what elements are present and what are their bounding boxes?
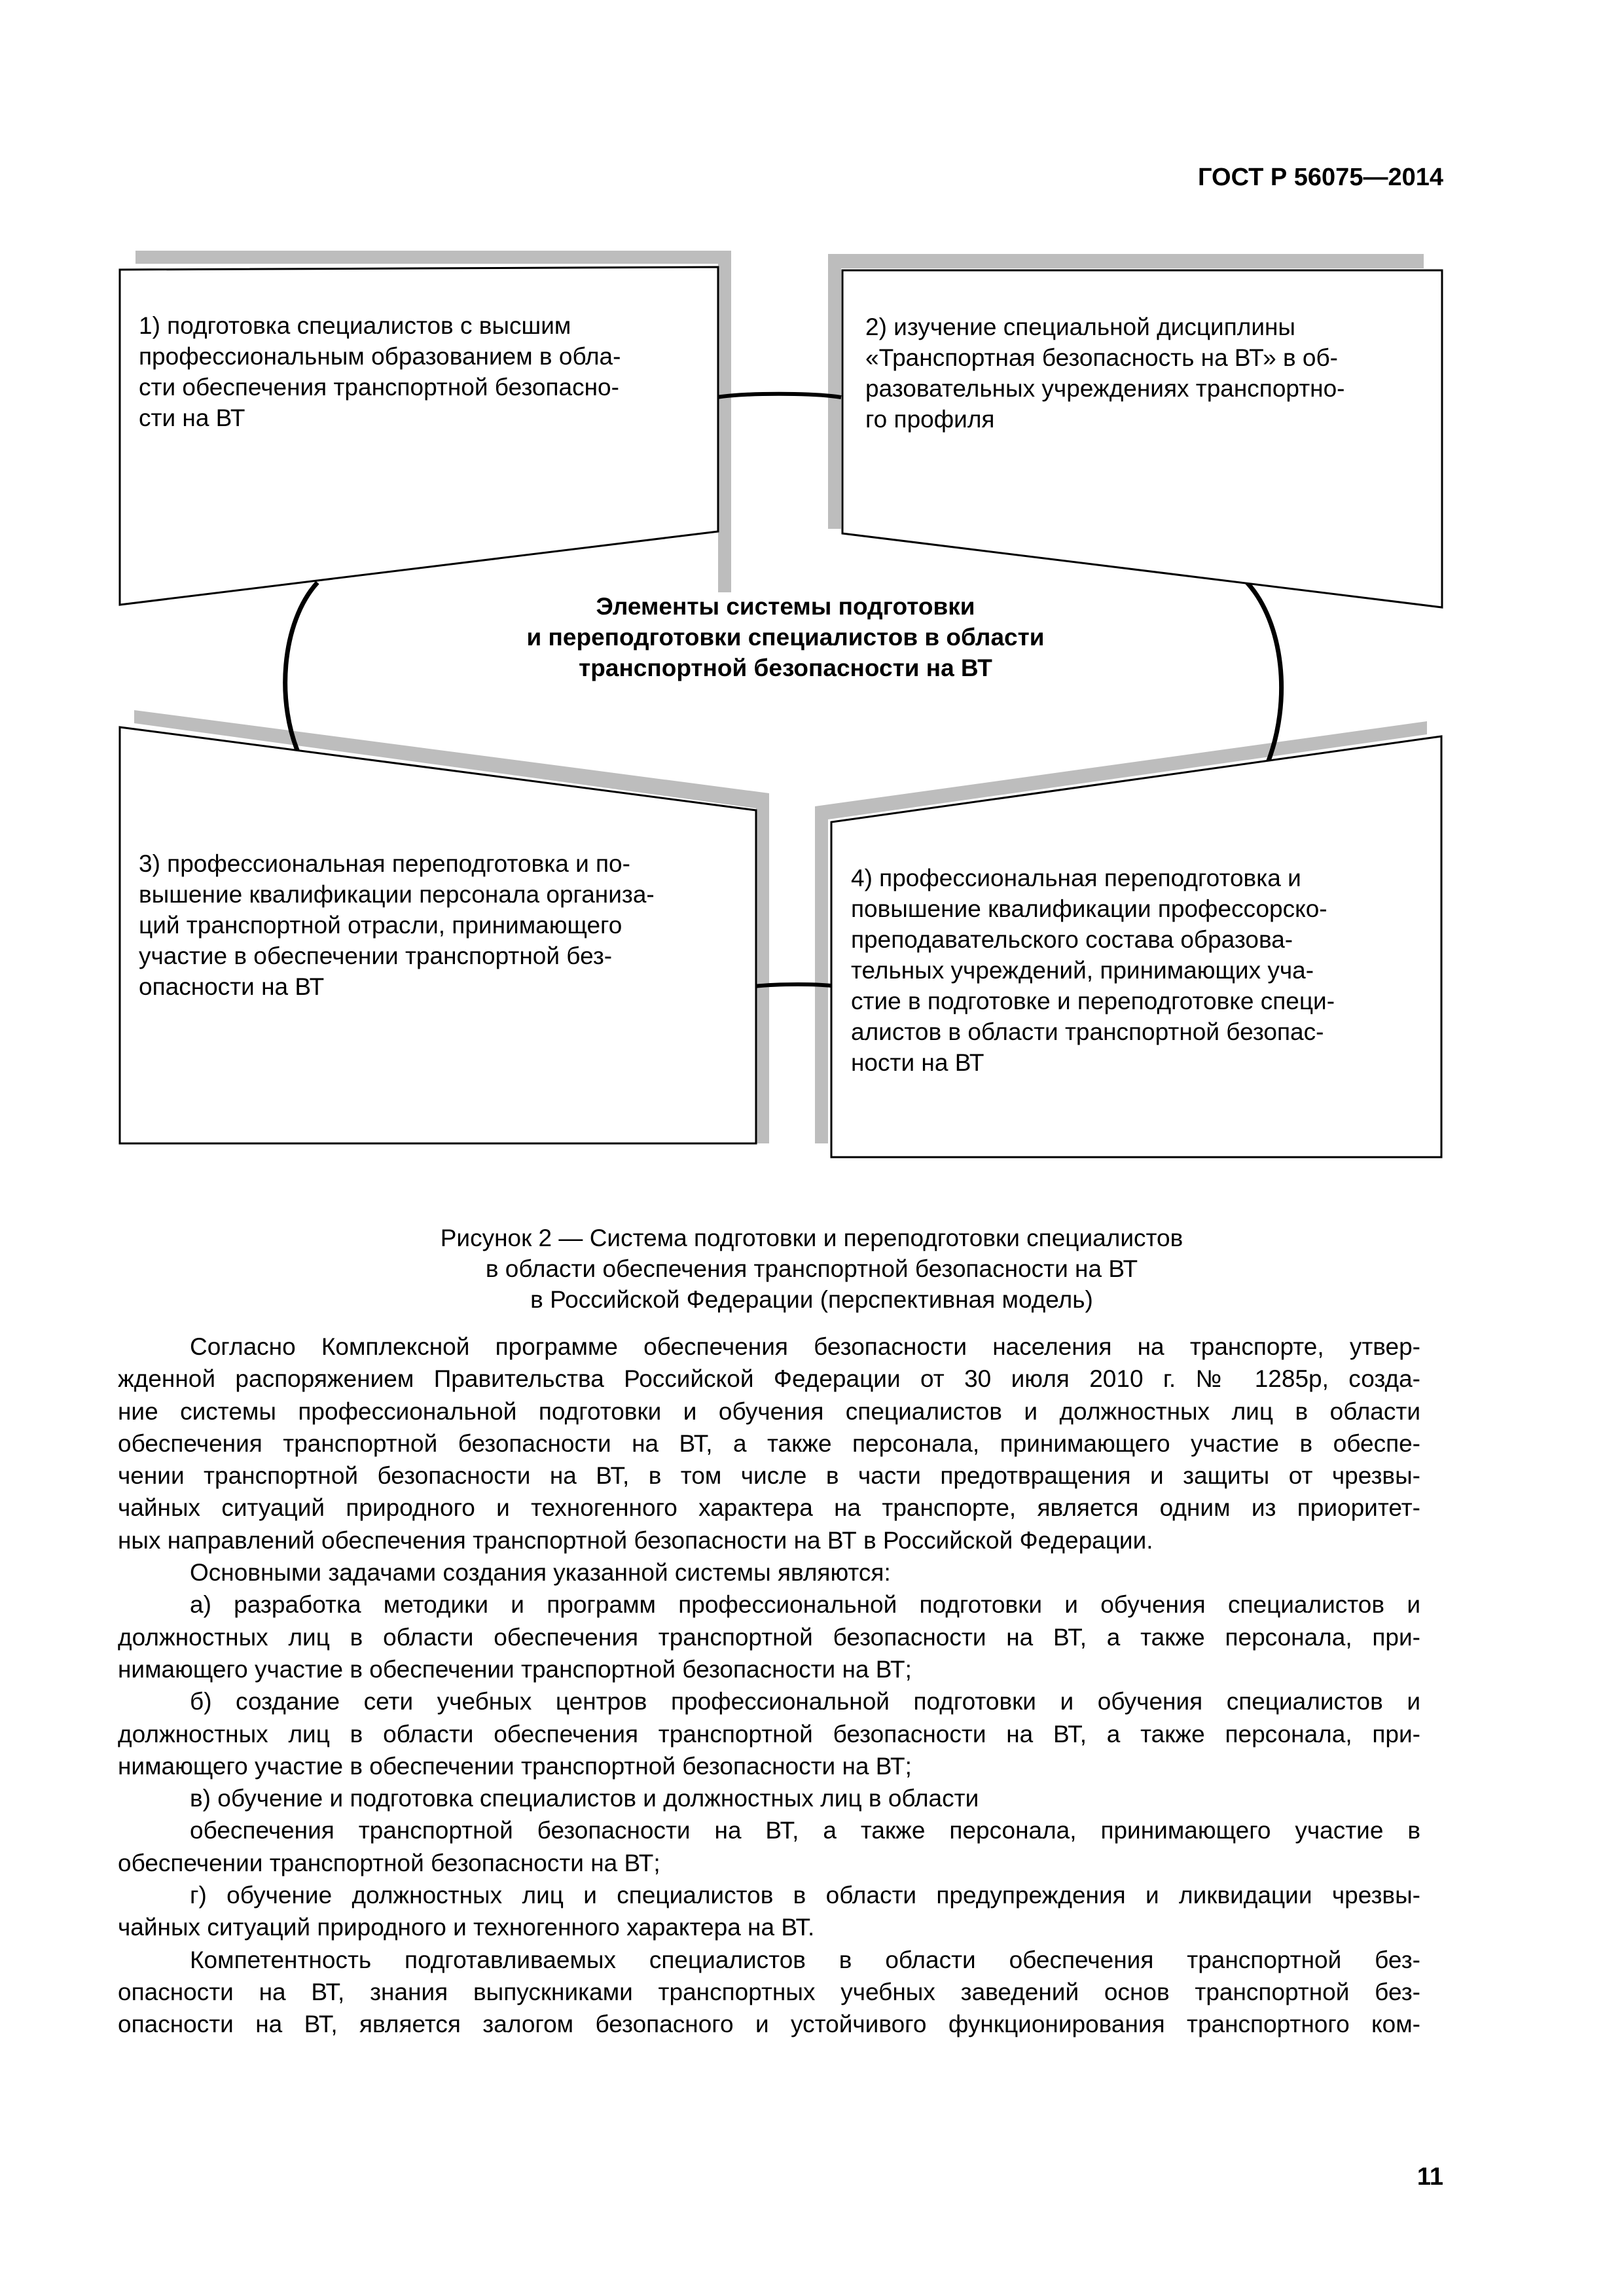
paragraph-line: должностных лиц в области обеспечения транспортной безопасности на ВТ, а также персонала, при- [118, 1720, 1420, 1748]
center-title-line: транспортной безопасности на ВТ [579, 655, 992, 681]
box4-line: повышение квалификации профессорско- [851, 895, 1327, 922]
box1-line: профессиональным образованием в обла- [139, 343, 621, 370]
caption-line: в Российской Федерации (перспективная модель) [530, 1286, 1093, 1313]
paragraph-line: ние системы профессиональной подготовки и обучения специалистов и должностных лиц в области [118, 1397, 1420, 1425]
paragraph-line: обеспечении транспортной безопасности на ВТ; [118, 1849, 660, 1876]
paragraph-line: чайных ситуаций природного и техногенного характера на ВТ. [118, 1914, 815, 1941]
box1-line: сти обеспечения транспортной безопасно- [139, 374, 619, 401]
box3-text [139, 848, 655, 1002]
paragraph-line: Согласно Комплексной программе обеспечения безопасности населения на транспорте, утвер- [190, 1333, 1420, 1360]
box3-line: 3) профессиональная переподготовка и по- [139, 850, 630, 877]
paragraph-line: Компетентность подготавливаемых специалистов в области обеспечения транспортной без- [190, 1946, 1420, 1973]
box1-line: сти на ВТ [139, 404, 245, 431]
center-title-line: Элементы системы подготовки [596, 593, 975, 620]
caption-line: в области обеспечения транспортной безопасности на ВТ [485, 1255, 1138, 1282]
paragraph-line: обеспечения транспортной безопасности на ВТ, а также персонала, принимающего участие в обеспе- [118, 1429, 1420, 1457]
box1-shadow [135, 251, 731, 264]
box1-text [139, 310, 621, 433]
box2-line: разовательных учреждениях транспортно- [865, 375, 1345, 402]
paragraph-line: а) разработка методики и программ профессиональной подготовки и обучения специалистов и [190, 1591, 1420, 1619]
diagram-center-title [458, 591, 1113, 683]
box2-line: го профиля [865, 406, 995, 433]
caption-line: Рисунок 2 — Система подготовки и переподготовки специалистов [440, 1225, 1183, 1251]
body-text [118, 1331, 1420, 2041]
paragraph-line: ных направлений обеспечения транспортной безопасности на ВТ в Российской Федерации. [118, 1526, 1153, 1554]
box2-shadow [828, 254, 1424, 268]
paragraph-line: обеспечения транспортной безопасности на ВТ, а также персонала, принимающего участие в [190, 1817, 1420, 1844]
center-title-line: и переподготовки специалистов в области [526, 624, 1045, 651]
paragraph-line: г) обучение должностных лиц и специалистов в области предупреждения и ликвидации чрезвы- [190, 1882, 1420, 1909]
box4-line: тельных учреждений, принимающих уча- [851, 957, 1314, 984]
paragraph-line: нимающего участие в обеспечении транспортной безопасности на ВТ; [118, 1752, 912, 1780]
paragraph-line: б) создание сети учебных центров профессиональной подготовки и обучения специалистов и [190, 1688, 1420, 1715]
box2-shadow-side [828, 254, 841, 529]
paragraph-line: чении транспортной безопасности на ВТ, в том числе в части предотвращения и защиты от чрезвы- [118, 1462, 1420, 1490]
connector-top [717, 394, 841, 397]
connector-right [1247, 583, 1282, 766]
box3-line: опасности на ВТ [139, 973, 325, 1000]
connector-bottom [754, 984, 837, 986]
paragraph-line: должностных лиц в области обеспечения транспортной безопасности на ВТ, а также персонала, при- [118, 1623, 1420, 1651]
paragraph-line: Основными задачами создания указанной системы являются: [190, 1559, 891, 1587]
box4-text [851, 863, 1335, 1078]
box3-line: ций транспортной отрасли, принимающего [139, 912, 623, 939]
box4-line: ности на ВТ [851, 1049, 984, 1076]
paragraph-line: опасности на ВТ, является залогом безопасного и устойчивого функционирования транспортного ком- [118, 2011, 1420, 2038]
figure-caption [183, 1223, 1440, 1315]
paragraph-line: опасности на ВТ, знания выпускниками транспортных учебных заведений основ транспортной без- [118, 1978, 1420, 2005]
box2-text [865, 312, 1344, 435]
box1-shadow-side [718, 251, 731, 592]
paragraph-line: нимающего участие в обеспечении транспортной безопасности на ВТ; [118, 1655, 912, 1683]
paragraph-line: чайных ситуаций природного и техногенного характера на транспорте, является одним из приоритет- [118, 1494, 1420, 1522]
paragraph-line: в) обучение и подготовка специалистов и должностных лиц в области [190, 1785, 979, 1812]
paragraph-line: жденной распоряжением Правительства Российской Федерации от 30 июля 2010 г. № 1285р, созда- [118, 1365, 1420, 1393]
box3-line: участие в обеспечении транспортной без- [139, 942, 613, 969]
box4-line: преподавательского состава образова- [851, 926, 1293, 953]
box4-line: стие в подготовке и переподготовке специ- [851, 988, 1335, 1014]
box2-line: 2) изучение специальной дисциплины [865, 314, 1296, 340]
box1-line: 1) подготовка специалистов с высшим [139, 312, 571, 339]
page-number: 11 [1416, 2163, 1443, 2191]
box4-line: алистов в области транспортной безопас- [851, 1018, 1324, 1045]
box2-line: «Транспортная безопасность на ВТ» в об- [865, 344, 1338, 371]
document-code: ГОСТ Р 56075—2014 [1198, 164, 1443, 191]
box3-line: вышение квалификации персонала организа- [139, 881, 655, 908]
box4-line: 4) профессиональная переподготовка и [851, 865, 1301, 891]
